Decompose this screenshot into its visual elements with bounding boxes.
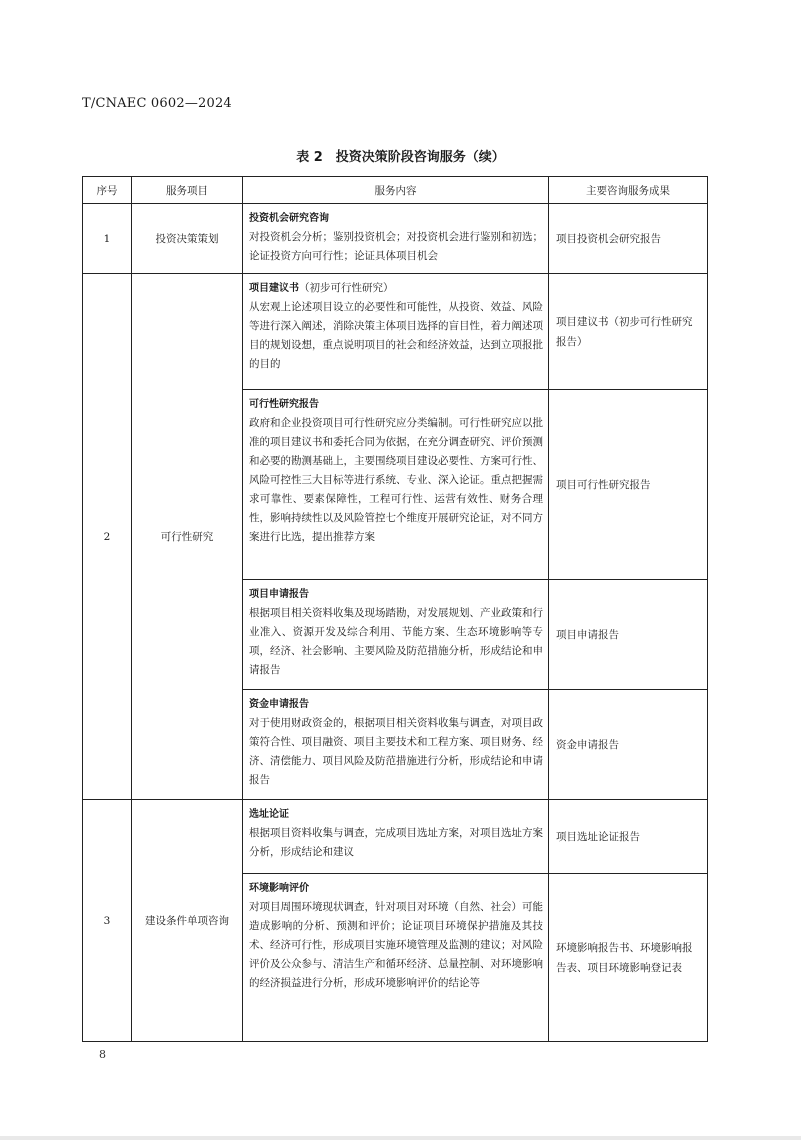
service-result: 项目可行性研究报告 — [549, 390, 708, 580]
service-result: 环境影响报告书、环境影响报告表、项目环境影响登记表 — [549, 874, 708, 1042]
col-header-content: 服务内容 — [243, 177, 549, 204]
service-result: 项目申请报告 — [549, 580, 708, 690]
content-body: 根据项目资料收集与调查，完成项目选址方案，对项目选址方案分析，形成结论和建议 — [249, 827, 543, 858]
content-body: 对投资机会分析；鉴别投资机会；对投资机会进行鉴别和初选；论证投资方向可行性；论证具体项目机会 — [249, 231, 543, 262]
page-bottom-strip — [0, 1136, 801, 1140]
row-number: 2 — [83, 274, 132, 800]
standard-code: T/CNAEC 0602—2024 — [82, 96, 232, 111]
content-title: 资金申请报告 — [249, 699, 309, 710]
row-number: 3 — [83, 800, 132, 1042]
content-body: 政府和企业投资项目可行性研究应分类编制。可行性研究应以批准的项目建议书和委托合同为依据，在充分调查研究、评价预测和必要的勘测基础上，主要围绕项目建设必要性、方案可行性、风险可控性三大目标等进行系统、专业、深入论证。重点把握需求可靠性、要素保障性，工程可行性、运营有效性、财务合理性，影响持续性以及风险管控七个维度开展研究论证，对不同方案进行比选，提出推荐方案 — [249, 417, 543, 543]
service-project: 可行性研究 — [132, 274, 243, 800]
service-content — [243, 690, 549, 800]
table-row — [83, 204, 708, 274]
service-table — [82, 176, 708, 1042]
service-result: 项目选址论证报告 — [549, 800, 708, 874]
content-body: 对项目周围环境现状调查，针对项目对环境（自然、社会）可能造成影响的分析、预测和评价；论证项目环境保护措施及其技术、经济可行性，形成项目实施环境管理及监测的建议；对风险评价及公众参与、清洁生产和循环经济、总量控制、对环境影响的经济损益进行分析，形成环境影响评价的结论等 — [249, 901, 543, 989]
content-title: 选址论证 — [249, 809, 289, 820]
service-result: 项目建议书（初步可行性研究报告） — [549, 274, 708, 390]
content-title: 项目建议书 — [249, 283, 299, 294]
service-content — [243, 204, 549, 274]
table-header-row — [83, 177, 708, 204]
table-row — [83, 274, 708, 390]
col-header-project: 服务项目 — [132, 177, 243, 204]
content-title-note: （初步可行性研究） — [299, 282, 394, 294]
col-header-num: 序号 — [83, 177, 132, 204]
service-result: 项目投资机会研究报告 — [549, 204, 708, 274]
page-number: 8 — [99, 1048, 106, 1061]
service-content — [243, 390, 549, 580]
row-number: 1 — [83, 204, 132, 274]
content-title: 项目申请报告 — [249, 589, 309, 600]
content-title: 可行性研究报告 — [249, 399, 319, 410]
content-title: 投资机会研究咨询 — [249, 213, 329, 224]
service-content — [243, 274, 549, 390]
content-body: 根据项目相关资料收集及现场踏勘，对发展规划、产业政策和行业准入、资源开发及综合利用、节能方案、生态环境影响等专项，经济、社会影响、主要风险及防范措施分析，形成结论和申请报告 — [249, 607, 543, 676]
content-title: 环境影响评价 — [249, 883, 309, 894]
service-project: 投资决策策划 — [132, 204, 243, 274]
table-title: 表 2 投资决策阶段咨询服务（续） — [296, 150, 505, 165]
service-content — [243, 580, 549, 690]
service-project: 建设条件单项咨询 — [132, 800, 243, 1042]
service-result: 资金申请报告 — [549, 690, 708, 800]
service-content — [243, 874, 549, 1042]
col-header-result: 主要咨询服务成果 — [549, 177, 708, 204]
content-body: 对于使用财政资金的，根据项目相关资料收集与调查，对项目政策符合性、项目融资、项目主要技术和工程方案、项目财务、经济、清偿能力、项目风险及防范措施进行分析，形成结论和申请报告 — [249, 717, 543, 786]
table-row — [83, 800, 708, 874]
service-content — [243, 800, 549, 874]
content-body: 从宏观上论述项目设立的必要性和可能性，从投资、效益、风险等进行深入阐述，消除决策主体项目选择的盲目性，着力阐述项目的规划设想，重点说明项目的社会和经济效益，达到立项报批的目的 — [249, 301, 543, 370]
